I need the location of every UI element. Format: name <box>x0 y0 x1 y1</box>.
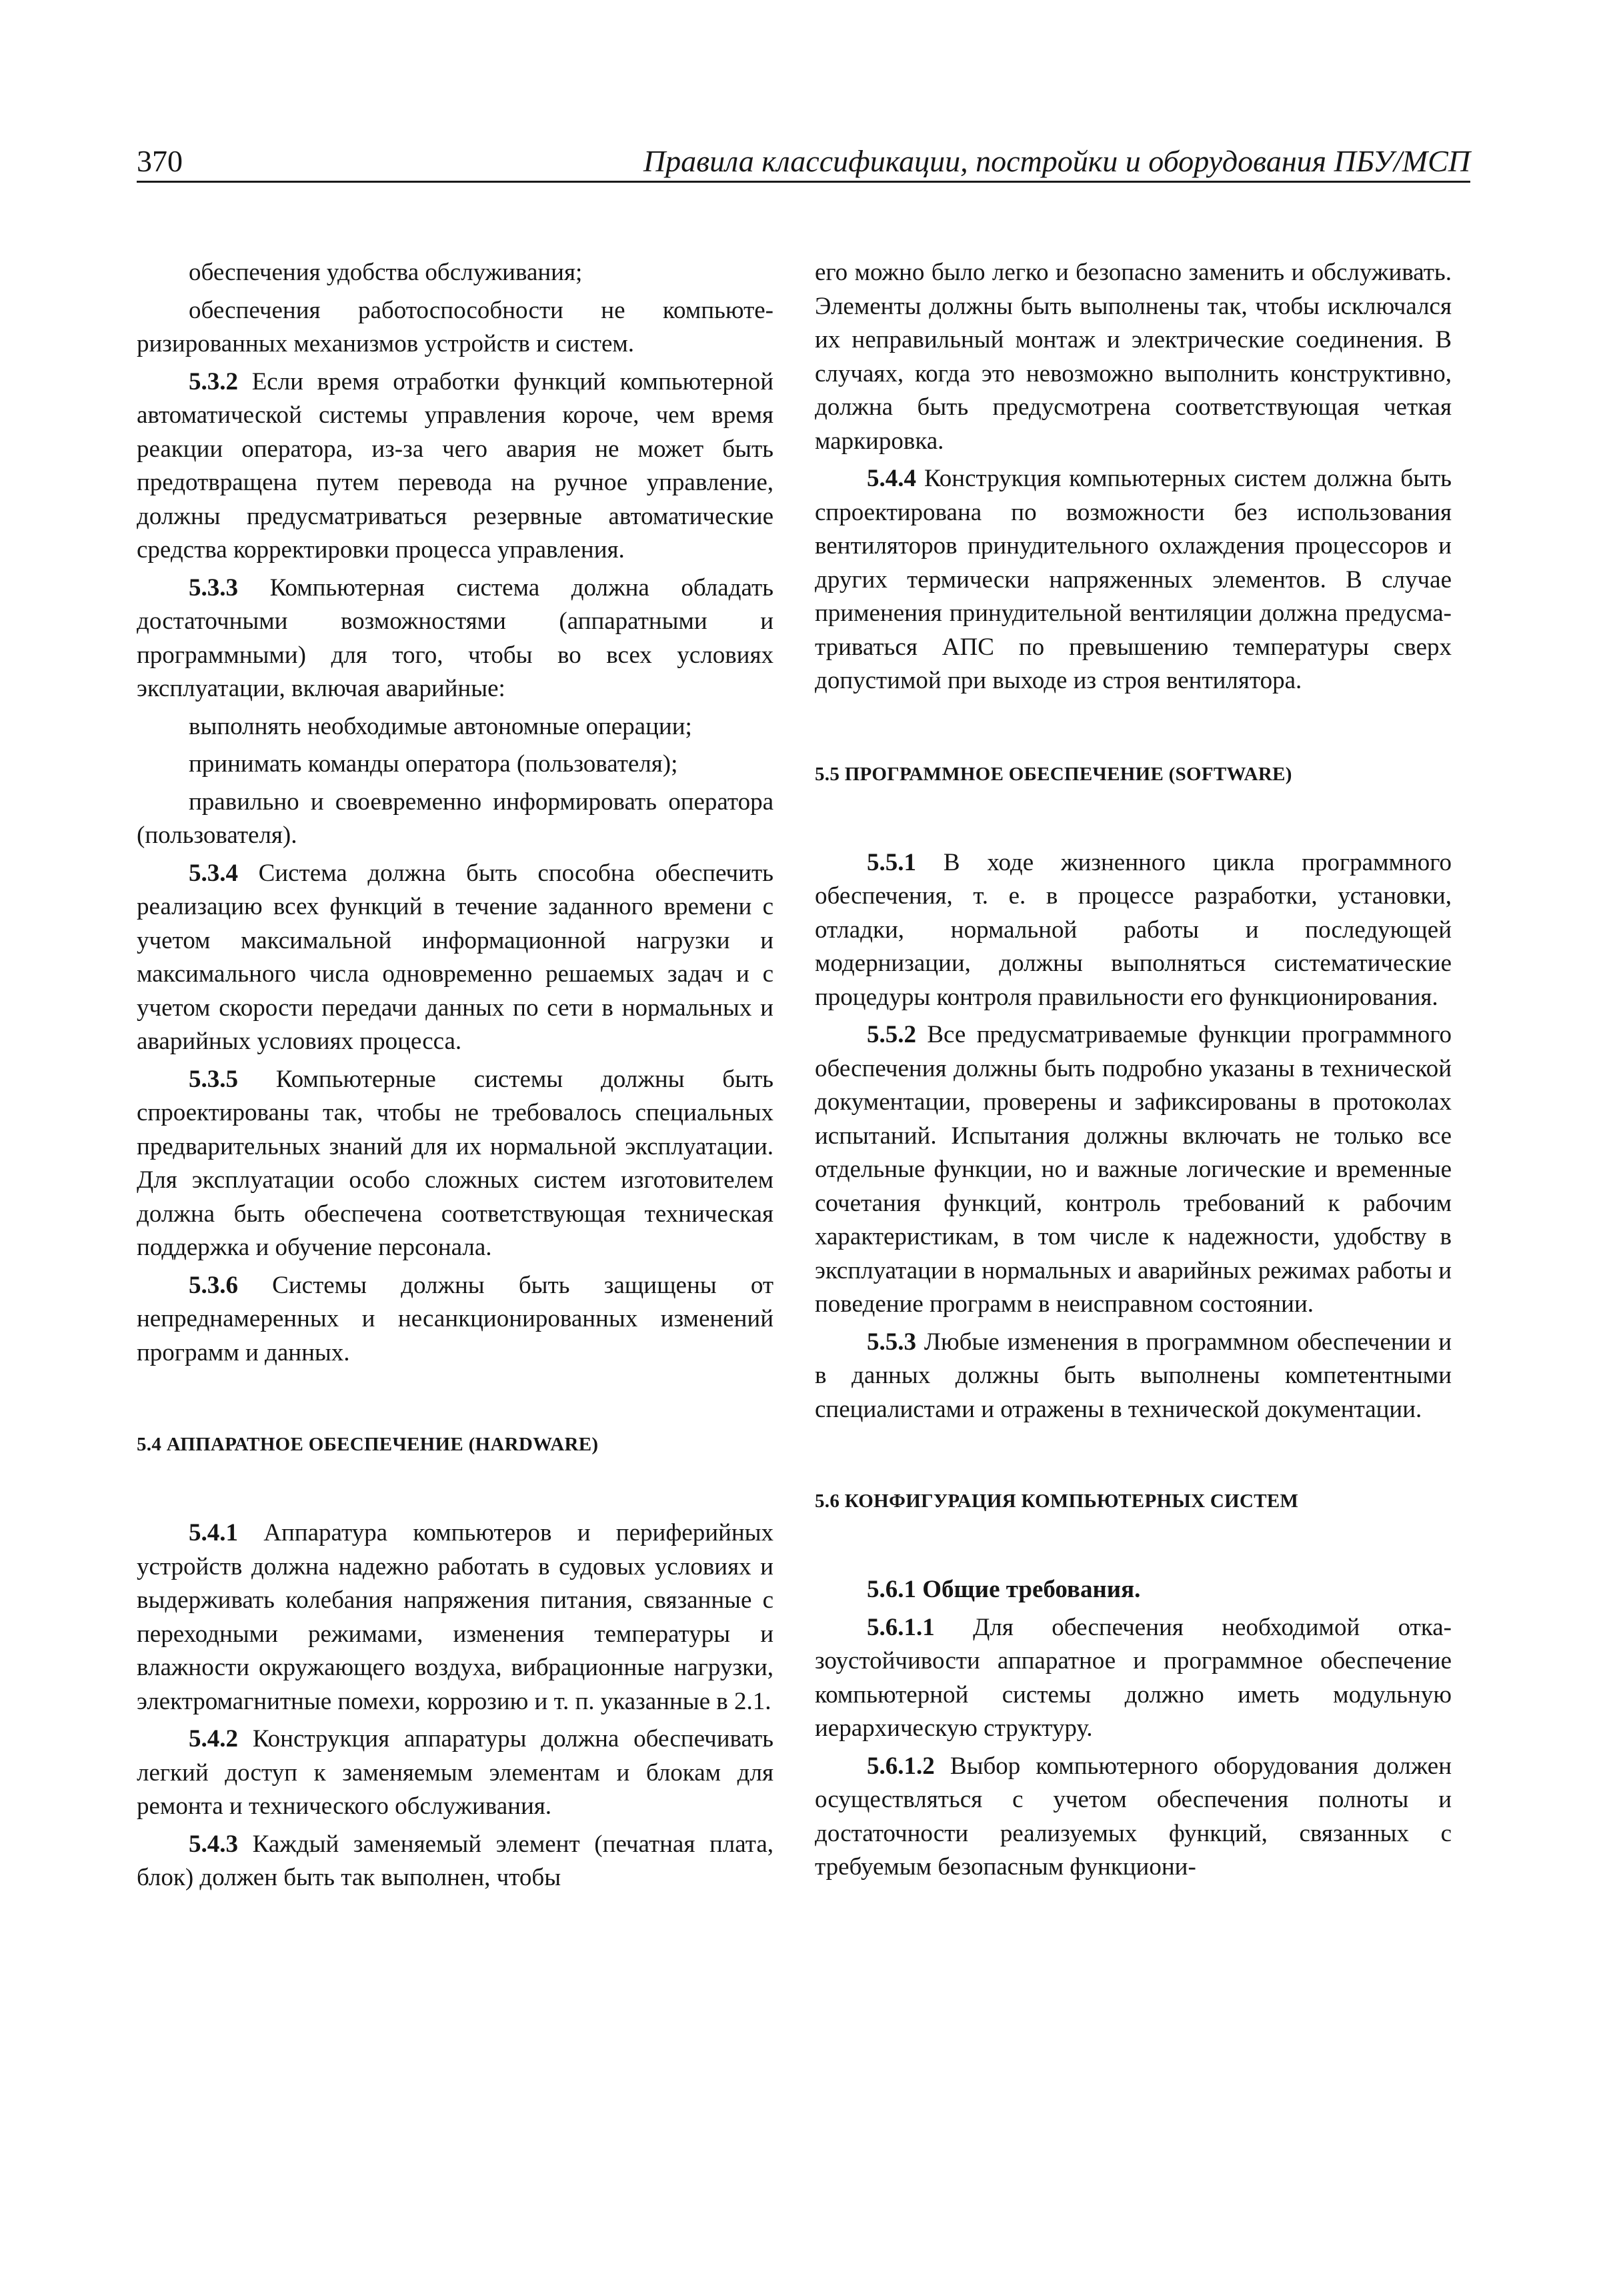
paragraph: 5.4.3 Каждый заменяемый элемент (печатная плата, блок) должен быть так выполнен, чтобы <box>137 1830 773 1891</box>
paragraph: 5.5.2 Все предусматриваемые функции программного обеспечения должны быть подробно указаны в технической документации, проверены и зафиксированы в протоколах испытаний. Испытания должны включать не только все отдельные функции, но и важные логические и временные сочетания функций, контроль требований к рабочим характеристикам, в том числе к надежности, удобству в эксплуатации в нормальных и аварийных режимах работы и поведение программ в неисправном состоянии. <box>815 1021 1452 1318</box>
subsection-title: 5.6.1 Общие требования. <box>867 1576 1141 1603</box>
clause-number: 5.5.1 <box>867 848 916 876</box>
section-heading-5-6: 5.6 КОНФИГУРАЦИЯ КОМПЬЮТЕРНЫХ СИСТЕМ <box>815 1490 1299 1512</box>
clause-number: 5.5.3 <box>867 1328 916 1356</box>
clause-number: 5.6.1.2 <box>867 1752 935 1780</box>
paragraph: принимать команды оператора (пользователя); <box>189 750 678 778</box>
paragraph: 5.3.5 Компьютерные системы должны быть спроектированы так, чтобы не требовалось специальных предварительных знаний для их нормальной эксплуатации. Для эксплуатации особо сложных систем изготовителем должна быть обеспечена соответствующая техническая поддержка и обучение персонала. <box>137 1065 773 1261</box>
clause-number: 5.3.6 <box>189 1271 238 1299</box>
clause-number: 5.4.1 <box>189 1519 238 1546</box>
page-header <box>137 137 1470 183</box>
paragraph: 5.6.1.2 Выбор компьютерного оборудования должен осуществляться с учетом обеспечения полноты и достаточности реализуемых функций, связанных с требуемым безопасным функциони- <box>815 1752 1452 1881</box>
paragraph: правильно и своевременно информировать оператора (пользователя). <box>137 788 773 849</box>
clause-number: 5.3.3 <box>189 573 238 602</box>
paragraph: 5.4.1 Аппаратура компьютеров и периферийных устройств должна надежно работать в судовых условиях и выдерживать колебания напряжения питания, связанные с переходными режимами, изменения температуры и влажности окружающего воздуха, вибрационные нагрузки, электромагнитные помехи, коррозию и т. п. указанные в 2.1. <box>137 1519 773 1715</box>
paragraph: 5.4.2 Конструкция аппаратуры должна обеспечивать легкий доступ к заменяемым элементам и блокам для ремонта и технического обслуживания. <box>137 1725 773 1820</box>
clause-number: 5.4.4 <box>867 465 916 492</box>
paragraph: 5.3.4 Система должна быть способна обеспечить реализацию всех функций в течение заданного времени с учетом максимальной информационной нагрузки и максимального числа одновременно решаемых задач и с учетом скорости передачи данных по сети в нормальных и аварийных условиях процесса. <box>137 859 773 1055</box>
running-title: Правила классификации, постройки и оборудования ПБУ/МСП <box>643 144 1470 178</box>
paragraph: выполнять необходимые автономные операции; <box>189 712 692 740</box>
paragraph: 5.3.2 Если время отработки функций компьютерной автоматической системы управления короче, чем время реакции оператора, из-за чего авария не может быть предотвращена путем перевода на ручное управление, должны предусматриваться резервные автоматические средства корректировки процесса управления. <box>137 367 773 563</box>
clause-number: 5.6.1.1 <box>867 1613 935 1641</box>
paragraph: обеспечения удобства обслуживания; <box>189 259 583 286</box>
paragraph: 5.5.1 В ходе жизненного цикла программного обеспечения, т. е. в процессе разработки, установки, отладки, нормальной работы и последующей модернизации, должны выполняться систематические процедуры контроля правильности его функционирования. <box>815 848 1452 1011</box>
paragraph: обеспечения работоспособности не компьютеризированных механизмов устройств и систем. <box>137 296 773 357</box>
clause-number: 5.3.5 <box>189 1065 238 1093</box>
clause-number: 5.4.2 <box>189 1725 238 1753</box>
page-number: 370 <box>137 144 183 178</box>
paragraph: 5.5.3 Любые изменения в программном обеспечении и в данных должны быть выполнены компетентными специалистами и отражены в технической документации. <box>815 1328 1452 1423</box>
paragraph: 5.3.6 Системы должны быть защищены от непреднамеренных и несанкционированных изменений программ и данных. <box>137 1271 773 1366</box>
clause-number: 5.3.4 <box>189 859 238 887</box>
paragraph: 5.3.3 Компьютерная система должна обладать достаточными возможностями (аппаратными и программными) для того, чтобы во всех условиях эксплуатации, включая аварийные: <box>137 573 773 702</box>
clause-number: 5.5.2 <box>867 1021 916 1048</box>
paragraph: 5.4.4 Конструкция компьютерных систем должна быть спроектирована по возможности без использования вентиляторов принудительного охлаждения процессоров и других термически напряженных элементов. В случае применения принудительной вентиляции должна предусматриваться АПС по превышению температуры сверх допустимой при выходе из строя вентилятора. <box>815 465 1452 694</box>
paragraph: его можно было легко и безопасно заменить и обслуживать. Элементы должны быть выполнены так, чтобы исключался их неправильный монтаж и электрические соединения. В случаях, когда это невозможно выполнить конструктивно, должна быть предусмотрена соответствующая четкая маркировка. <box>815 259 1452 455</box>
clause-number: 5.3.2 <box>189 367 238 395</box>
paragraph: 5.6.1.1 Для обеспечения необходимой отказоустойчивости аппаратное и программное обеспечение компьютерной системы должно иметь модульную иерархическую структуру. <box>815 1613 1452 1742</box>
section-heading-5-4: 5.4 АППАРАТНОЕ ОБЕСПЕЧЕНИЕ (HARDWARE) <box>137 1434 599 1455</box>
clause-number: 5.4.3 <box>189 1830 238 1858</box>
right-column <box>815 256 1452 1889</box>
section-heading-5-5: 5.5 ПРОГРАММНОЕ ОБЕСПЕЧЕНИЕ (SOFTWARE) <box>815 763 1292 785</box>
left-column <box>137 256 773 1899</box>
